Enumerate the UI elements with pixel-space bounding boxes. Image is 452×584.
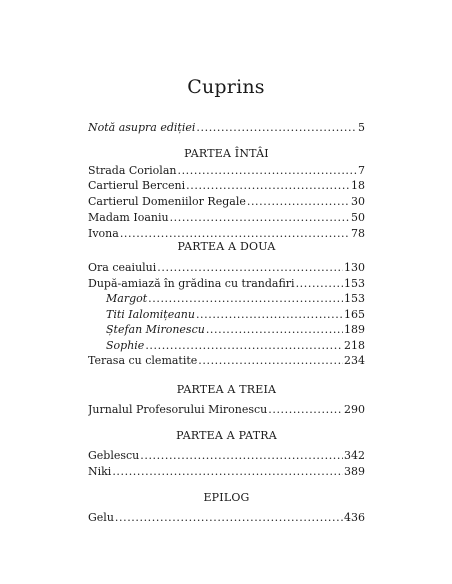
toc-entry-title: Cartierul Berceni [88,179,186,192]
section-heading-part-2: PARTEA A DOUA [177,240,276,253]
toc-entry [88,448,365,463]
toc-entry-title: Ștefan Mironescu [106,323,205,336]
toc-entry-page: 50 [351,211,365,224]
toc-subentry [88,307,365,322]
section-heading-part-4: PARTEA A PATRA [176,429,277,442]
toc-entry-page: 218 [344,339,365,352]
toc-entry [88,464,365,479]
dot-leader [157,260,343,275]
dot-leader [247,194,350,209]
toc-entry-intro [88,120,365,135]
toc-entry-page: 189 [344,323,365,336]
toc-entry [88,402,365,417]
section-heading-epilog: EPILOG [203,491,250,504]
toc-entry-title: După-amiază în grădina cu trandafiri [88,277,295,290]
dot-leader [198,353,343,368]
toc-entry-page: 7 [358,164,365,177]
toc-entry-title: Sophie [106,339,145,352]
toc-entry-title: Margot [106,292,148,305]
toc-entry-title: Madam Ioaniu [88,211,169,224]
toc-subentry [88,322,365,337]
toc-entry-page: 18 [351,179,365,192]
toc-entry-page: 78 [351,227,365,240]
dot-leader [112,464,343,479]
toc-entry [88,260,365,275]
toc-entry-title: Ivona [88,227,119,240]
page-title: Cuprins [187,76,265,98]
toc-entry-page: 389 [344,465,365,478]
toc-entry-page: 130 [344,261,365,274]
toc-entry-title: Terasa cu clematite [88,354,198,367]
toc-entry-title: Ora ceaiului [88,261,157,274]
dot-leader [296,276,343,291]
toc-subentry [88,338,365,353]
toc-entry [88,210,365,225]
toc-entry-title: Geblescu [88,449,140,462]
dot-leader [148,291,343,306]
toc-entry [88,178,365,193]
toc-entry-page: 234 [344,354,365,367]
toc-entry-title: Niki [88,465,112,478]
dot-leader [115,510,343,525]
toc-entry-title: Notă asupra ediției [88,121,196,134]
toc-entry [88,194,365,209]
toc-entry-page: 436 [344,511,365,524]
toc-entry-page: 290 [344,403,365,416]
toc-entry-title: Cartierul Domeniilor Regale [88,195,246,208]
section-heading-part-1: PARTEA ÎNTÂI [184,147,269,160]
dot-leader [268,402,343,417]
toc-entry-page: 5 [358,121,365,134]
dot-leader [177,163,357,178]
dot-leader [145,338,343,353]
toc-entry-title: Strada Coriolan [88,164,177,177]
dot-leader [196,120,357,135]
toc-entry-page: 30 [351,195,365,208]
toc-entry-title: Gelu [88,511,114,524]
toc-entry-page: 165 [344,308,365,321]
dot-leader [140,448,343,463]
toc-entry [88,353,365,368]
toc-entry [88,163,365,178]
toc-entry-title: Titi Ialomițeanu [106,308,195,321]
dot-leader [196,307,343,322]
toc-subentry [88,291,365,306]
toc-entry [88,276,365,291]
toc-entry [88,510,365,525]
section-heading-part-3: PARTEA A TREIA [176,383,277,396]
dot-leader [206,322,343,337]
toc-entry-page: 342 [344,449,365,462]
toc-entry-page: 153 [344,292,365,305]
toc-entry-page: 153 [344,277,365,290]
dot-leader [186,178,350,193]
toc-entry-title: Jurnalul Profesorului Mironescu [88,403,268,416]
dot-leader [170,210,350,225]
